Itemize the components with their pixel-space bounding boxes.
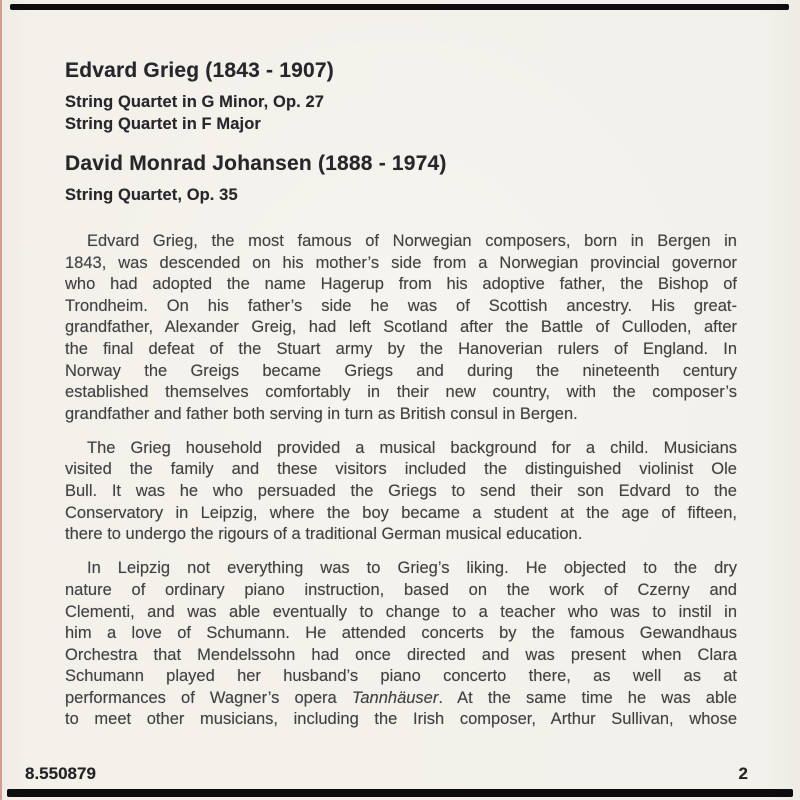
text-line: Bull. It was he who persuaded the Griegs to send their son Edvard to the [65,482,737,501]
text-line: In Leipzig not everything was to Grieg’s liking. He objected to the dry [87,559,737,578]
scan-edge-left [0,0,2,800]
text-line: Schumann played her husband’s piano concerto there, as well as at [65,667,737,686]
paragraph [65,231,737,425]
text-line: him a love of Schumann. He attended concerts by the famous Gewandhaus [65,624,737,643]
italic-text: Tannhäuser [351,688,439,707]
page-number: 2 [738,764,748,783]
text-line: nature of ordinary piano instruction, based on the work of Czerny and [65,580,737,599]
text-line: who had adopted the name Hagerup from his adoptive father, the Bishop of [65,275,737,294]
text-line: there to undergo the rigours of a traditional German musical education. [65,525,583,544]
text-line: the final defeat of the Stuart army by the Hanoverian rulers of England. In [65,339,737,358]
composer1-work-1: String Quartet in G Minor, Op. 27 [65,93,325,111]
text-line: Trondheim. On his father’s side he was of Scottish ancestry. His great- [65,296,737,315]
catalog-number: 8.550879 [25,764,96,783]
text-segment: performances of Wagner’s opera [65,688,352,707]
text-line: 1843, was descended on his mother’s side from a Norwegian provincial governor [65,253,737,272]
scan-edge-bottom [7,789,793,797]
text-line: Edvard Grieg, the most famous of Norwegian composers, born in Bergen in [87,232,737,250]
composer2-work-1: String Quartet, Op. 35 [65,186,238,204]
text-line: Orchestra that Mendelssohn had once directed and was present when Clara [65,645,737,664]
composer2-heading: David Monrad Johansen (1888 - 1974) [65,152,447,175]
text-line: grandfather, Alexander Greig, had left Scotland after the Battle of Culloden, after [65,318,737,337]
text-line [65,688,737,710]
text-line: established themselves comfortably in their new country, with the composer’s [65,383,737,402]
composer1-work-2: String Quartet in F Major [65,115,261,133]
text-line: Norway the Greigs became Griegs and during the nineteenth century [65,361,737,380]
text-line: visited the family and these visitors included the distinguished violinist Ole [65,460,737,479]
text-line: grandfather and father both serving in turn as British consul in Bergen. [65,404,578,423]
composer1-heading: Edvard Grieg (1843 - 1907) [65,59,334,82]
paragraph [65,438,737,546]
scan-edge-top [10,4,789,10]
text-line: The Grieg household provided a musical background for a child. Musicians [87,438,737,457]
text-line: Conservatory in Leipzig, where the boy became a student at the age of fifteen, [65,503,737,522]
text-line: to meet other musicians, including the Irish composer, Arthur Sullivan, whose [65,710,737,729]
footer [25,764,748,784]
paragraph [65,558,737,731]
text-segment: . At the same time he was able [438,688,737,707]
paragraphs [65,231,737,731]
text-line: Clementi, and was able eventually to change to a teacher who was to instil in [65,602,737,621]
header-block [65,58,745,206]
